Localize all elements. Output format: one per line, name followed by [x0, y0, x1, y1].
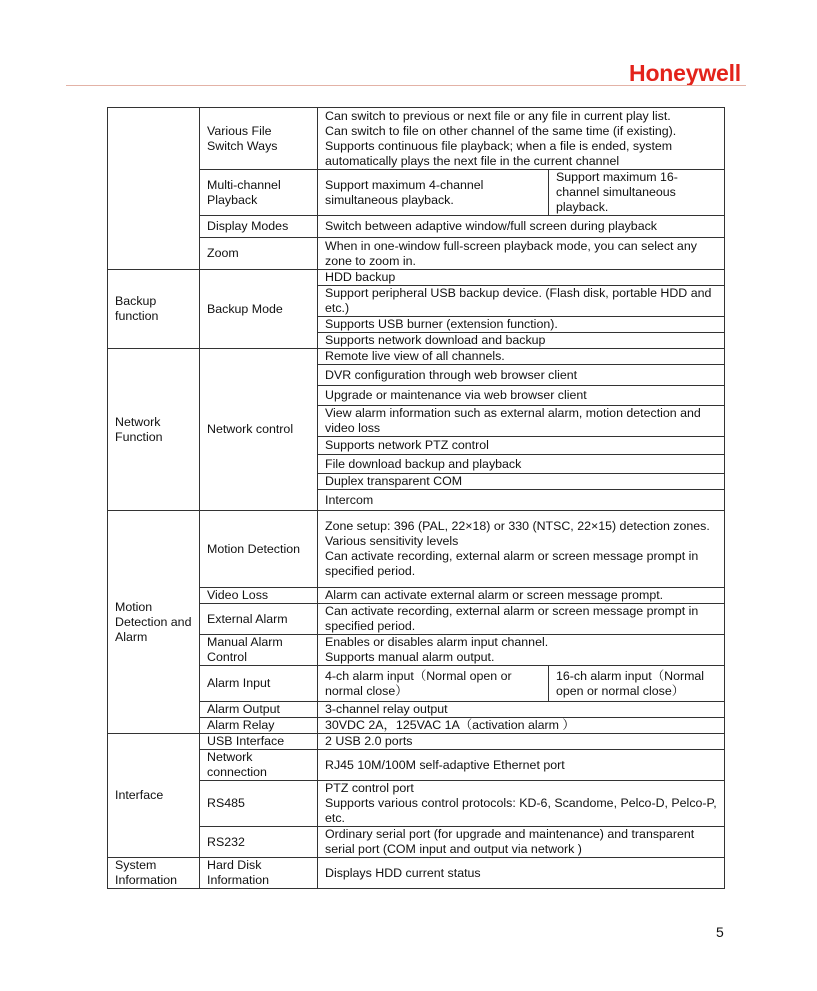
- table-row: [108, 238, 725, 270]
- description-line: Various sensitivity levels: [325, 534, 459, 548]
- description-cell: 30VDC 2A，125VAC 1A（activation alarm ）: [318, 718, 725, 734]
- table-row: [108, 170, 725, 216]
- description-cell: Support maximum 4-channel simultaneous playback.: [318, 170, 549, 216]
- feature-cell: External Alarm: [200, 604, 318, 635]
- description-cell: 2 USB 2.0 ports: [318, 734, 725, 750]
- description-cell: RJ45 10M/100M self-adaptive Ethernet port: [318, 750, 725, 781]
- page-number: 5: [716, 924, 724, 940]
- description-cell: [318, 108, 725, 170]
- feature-cell: Alarm Output: [200, 702, 318, 718]
- feature-cell: Zoom: [200, 238, 318, 270]
- table-row: [108, 827, 725, 858]
- description-cell: Duplex transparent COM: [318, 474, 725, 490]
- feature-cell: USB Interface: [200, 734, 318, 750]
- table-row: [108, 635, 725, 666]
- feature-cell: RS485: [200, 781, 318, 827]
- table-row: [108, 666, 725, 702]
- description-line: Can activate recording, external alarm or screen message prompt in specified period.: [325, 549, 699, 578]
- description-line: Supports continuous file playback; when a file is ended, system automatically plays the next file in the current channel: [325, 138, 673, 168]
- description-line: Supports various control protocols: KD-6, Scandome, Pelco-D, Pelco-P, etc.: [325, 796, 717, 825]
- description-cell: Alarm can activate external alarm or screen message prompt.: [318, 588, 725, 604]
- description-cell: [318, 511, 725, 588]
- category-cell: Backup function: [108, 270, 200, 349]
- description-cell: Supports USB burner (extension function).: [318, 317, 725, 333]
- category-cell: System Information: [108, 858, 200, 889]
- table-row: [108, 702, 725, 718]
- table-row: [108, 108, 725, 170]
- feature-cell: Backup Mode: [200, 270, 318, 349]
- table-row: [108, 604, 725, 635]
- table-row: [108, 511, 725, 588]
- table-row: [108, 588, 725, 604]
- feature-cell: Display Modes: [200, 216, 318, 238]
- brand-logo: Honeywell: [629, 60, 741, 86]
- description-line: Zone setup: 396 (PAL, 22×18) or 330 (NTSC, 22×15) detection zones.: [325, 519, 710, 533]
- description-cell: When in one-window full-screen playback mode, you can select any zone to zoom in.: [318, 238, 725, 270]
- description-cell: Support peripheral USB backup device. (Flash disk, portable HDD and etc.): [318, 286, 725, 317]
- table-row: [108, 349, 725, 365]
- description-line: Can switch to previous or next file or any file in current play list.: [325, 108, 671, 123]
- description-line: Can switch to file on other channel of the same time (if existing).: [325, 123, 677, 138]
- table-row: [108, 750, 725, 781]
- feature-cell: Multi-channel Playback: [200, 170, 318, 216]
- description-cell: HDD backup: [318, 270, 725, 286]
- description-cell: 4-ch alarm input（Normal open or normal close）: [318, 666, 549, 702]
- feature-cell: Alarm Relay: [200, 718, 318, 734]
- description-cell: Upgrade or maintenance via web browser client: [318, 386, 725, 406]
- category-cell: Interface: [108, 734, 200, 858]
- feature-cell: RS232: [200, 827, 318, 858]
- feature-cell: Various File Switch Ways: [200, 108, 318, 170]
- table-row: [108, 270, 725, 286]
- category-cell: Network Function: [108, 349, 200, 511]
- description-cell: DVR configuration through web browser client: [318, 365, 725, 386]
- category-cell-playback: [108, 108, 200, 270]
- description-line: PTZ control port: [325, 781, 414, 795]
- spec-table: [107, 107, 725, 889]
- description-cell: [318, 781, 725, 827]
- description-cell: Ordinary serial port (for upgrade and maintenance) and transparent serial port (COM input and output via network ): [318, 827, 725, 858]
- description-cell: Supports network download and backup: [318, 333, 725, 349]
- description-cell: Support maximum 16-channel simultaneous playback.: [549, 170, 725, 216]
- category-cell: Motion Detection and Alarm: [108, 511, 200, 734]
- description-line: Enables or disables alarm input channel.: [325, 635, 549, 649]
- description-cell: 3-channel relay output: [318, 702, 725, 718]
- feature-cell: Hard Disk Information: [200, 858, 318, 889]
- feature-cell: Alarm Input: [200, 666, 318, 702]
- description-line: Supports manual alarm output.: [325, 650, 495, 664]
- feature-cell: Manual Alarm Control: [200, 635, 318, 666]
- table-row: [108, 734, 725, 750]
- description-cell: Displays HDD current status: [318, 858, 725, 889]
- table-row: [108, 781, 725, 827]
- description-cell: View alarm information such as external alarm, motion detection and video loss: [318, 406, 725, 437]
- table-row: [108, 216, 725, 238]
- description-cell: File download backup and playback: [318, 455, 725, 474]
- header-rule: [66, 85, 746, 86]
- description-cell: 16-ch alarm input（Normal open or normal close）: [549, 666, 725, 702]
- description-cell: Switch between adaptive window/full screen during playback: [318, 216, 725, 238]
- table-row: [108, 718, 725, 734]
- description-cell: Remote live view of all channels.: [318, 349, 725, 365]
- description-cell: [318, 635, 725, 666]
- table-row: [108, 858, 725, 889]
- feature-cell: Network control: [200, 349, 318, 511]
- description-cell: Intercom: [318, 490, 725, 511]
- description-cell: Supports network PTZ control: [318, 437, 725, 455]
- description-cell: Can activate recording, external alarm or screen message prompt in specified period.: [318, 604, 725, 635]
- feature-cell: Motion Detection: [200, 511, 318, 588]
- feature-cell: Video Loss: [200, 588, 318, 604]
- feature-cell: Network connection: [200, 750, 318, 781]
